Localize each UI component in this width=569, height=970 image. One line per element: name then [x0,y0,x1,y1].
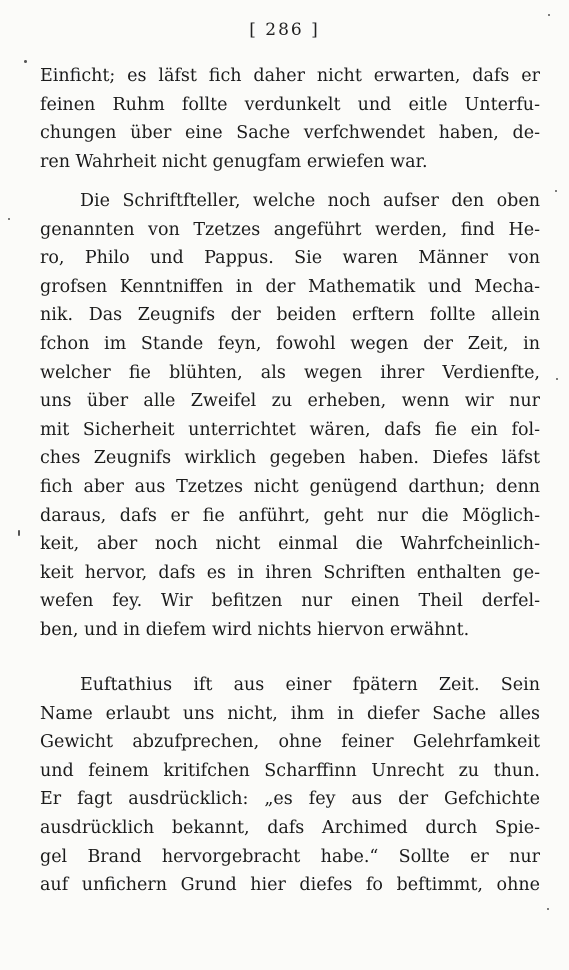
text-line: auf unfichern Grund hier diefes fo beftimmt, ohne [40,875,540,896]
scan-speck [547,908,549,910]
page-number: [ 286 ] [249,20,320,40]
text-line: grofsen Kenntniffen in der Mathematik und Mecha- [40,276,540,297]
text-line: Gewicht abzufprechen, ohne feiner Gelehrfamkeit [40,732,540,753]
text-line: wefen fey. Wir befitzen nur einen Theil derfel- [40,591,540,612]
text-line: fchon im Stande feyn, fowohl wegen der Zeit, in [40,333,540,354]
text-line: chungen über eine Sache verfchwendet haben, de- [40,123,540,144]
text-line: keit hervor, dafs es in ihren Schriften enthalten ge- [40,562,540,583]
paragraph-3 [40,671,540,900]
text-line: Die Schriftfteller, welche noch aufser den oben [80,191,540,211]
text-line: uns über alle Zweifel zu erheben, wenn wir nur [40,391,540,412]
text-line: ben, und in diefem wird nichts hiervon erwähnt. [40,619,470,640]
text-line: ren Wahrheit nicht genugfam erwiefen war. [40,151,428,172]
text-line: mit Sicherheit unterrichtet wären, dafs fie ein fol- [40,419,540,440]
scan-speck [556,378,558,380]
paragraph-2 [40,187,540,645]
text-line: ches Zeugnifs wirklich gegeben haben. Diefes läfst [40,448,540,469]
text-line: daraus, dafs er fie anführt, geht nur die Möglich- [40,505,540,526]
text-line: genannten von Tzetzes angeführt werden, find He- [40,219,540,240]
text-line: und feinem kritifchen Scharffinn Unrecht zu thun. [40,760,540,781]
text-line: Euftathius ift aus einer fpätern Zeit. Sein [80,675,540,695]
scan-speck [8,218,10,220]
text-line: ausdrücklich bekannt, dafs Archimed durch Spie- [40,817,540,838]
text-line: Name erlaubt uns nicht, ihm in diefer Sache alles [40,703,540,724]
text-line: fich aber aus Tzetzes nicht genügend darthun; denn [40,476,540,497]
text-line: feinen Ruhm follte verdunkelt und eitle Unterfu- [40,94,540,115]
scan-speck [18,530,20,536]
scan-speck [555,190,557,192]
paragraph-1 [40,62,540,176]
text-line: ro, Philo und Pappus. Sie waren Männer von [40,248,540,269]
text-line: Einficht; es läfst fich daher nicht erwarten, dafs er [40,66,540,86]
scan-speck [24,60,27,63]
text-line: keit, aber noch nicht einmal die Wahrfcheinlich- [40,534,540,555]
scan-speck [548,14,550,16]
text-line: nik. Das Zeugnifs der beiden erftern follte allein [40,305,540,326]
text-line: gel Brand hervorgebracht habe.“ Sollte er nur [40,846,540,867]
text-line: Er fagt ausdrücklich: „es fey aus der Gefchichte [40,789,540,810]
text-line: welcher fie blühten, als wegen ihrer Verdienfte, [40,362,540,383]
